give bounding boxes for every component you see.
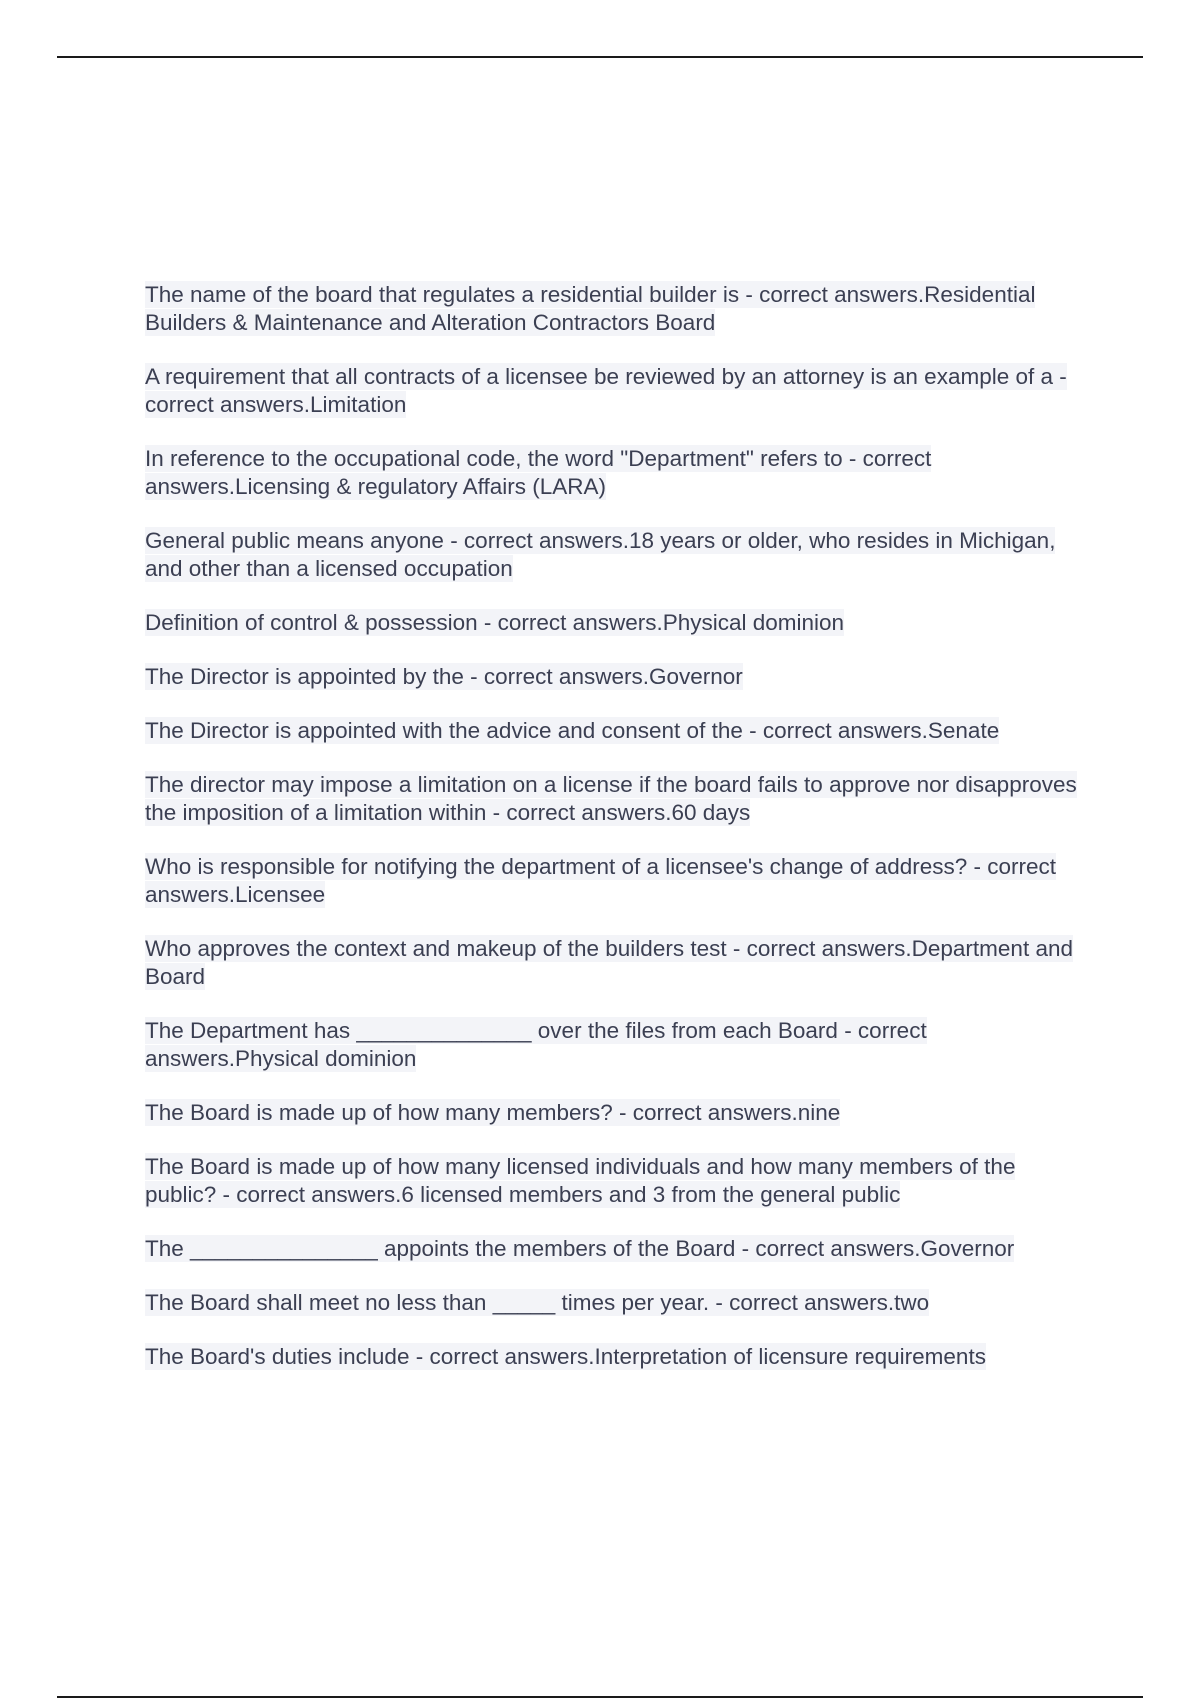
qa-item [145, 1153, 1085, 1209]
qa-item [145, 609, 1085, 637]
qa-item [145, 717, 1085, 745]
qa-item [145, 445, 1085, 501]
qa-text: The name of the board that regulates a residential builder is - correct answers.Residential Builders & Maintenance and Alteration Contractors Board [145, 282, 1036, 335]
qa-item [145, 527, 1085, 583]
qa-item [145, 1235, 1085, 1263]
document-body [145, 281, 1085, 1397]
qa-item [145, 1343, 1085, 1371]
header-rule [57, 56, 1143, 58]
qa-text: General public means anyone - correct answers.18 years or older, who resides in Michigan, and other than a licensed occupation [145, 528, 1056, 581]
qa-text: The Director is appointed with the advice and consent of the - correct answers.Senate [145, 718, 1000, 743]
qa-text: The Board's duties include - correct answers.Interpretation of licensure requirements [145, 1344, 986, 1369]
qa-item [145, 935, 1085, 991]
qa-text: The Director is appointed by the - correct answers.Governor [145, 664, 743, 689]
qa-item [145, 663, 1085, 691]
qa-text: Who is responsible for notifying the department of a licensee's change of address? - correct answers.Licensee [145, 854, 1057, 907]
qa-text: The Board shall meet no less than _____ times per year. - correct answers.two [145, 1290, 930, 1315]
qa-item [145, 281, 1085, 337]
qa-item [145, 771, 1085, 827]
qa-text: The _______________ appoints the members of the Board - correct answers.Governor [145, 1236, 1015, 1261]
qa-item [145, 853, 1085, 909]
qa-item [145, 1289, 1085, 1317]
qa-text: The Board is made up of how many members? - correct answers.nine [145, 1100, 841, 1125]
footer-rule [57, 1696, 1143, 1698]
qa-text: Who approves the context and makeup of the builders test - correct answers.Department and Board [145, 936, 1073, 989]
qa-text: A requirement that all contracts of a licensee be reviewed by an attorney is an example of a - correct answers.Limitation [145, 364, 1067, 417]
qa-text: Definition of control & possession - correct answers.Physical dominion [145, 610, 845, 635]
qa-item [145, 363, 1085, 419]
qa-item [145, 1017, 1085, 1073]
qa-item [145, 1099, 1085, 1127]
qa-text: The Board is made up of how many licensed individuals and how many members of the public? - correct answers.6 licensed members and 3 from the general public [145, 1154, 1016, 1207]
qa-text: The director may impose a limitation on a license if the board fails to approve nor disapproves the imposition of a limitation within - correct answers.60 days [145, 772, 1077, 825]
qa-text: The Department has ______________ over the files from each Board - correct answers.Physical dominion [145, 1018, 927, 1071]
qa-text: In reference to the occupational code, the word "Department" refers to - correct answers.Licensing & regulatory Affairs (LARA) [145, 446, 932, 499]
